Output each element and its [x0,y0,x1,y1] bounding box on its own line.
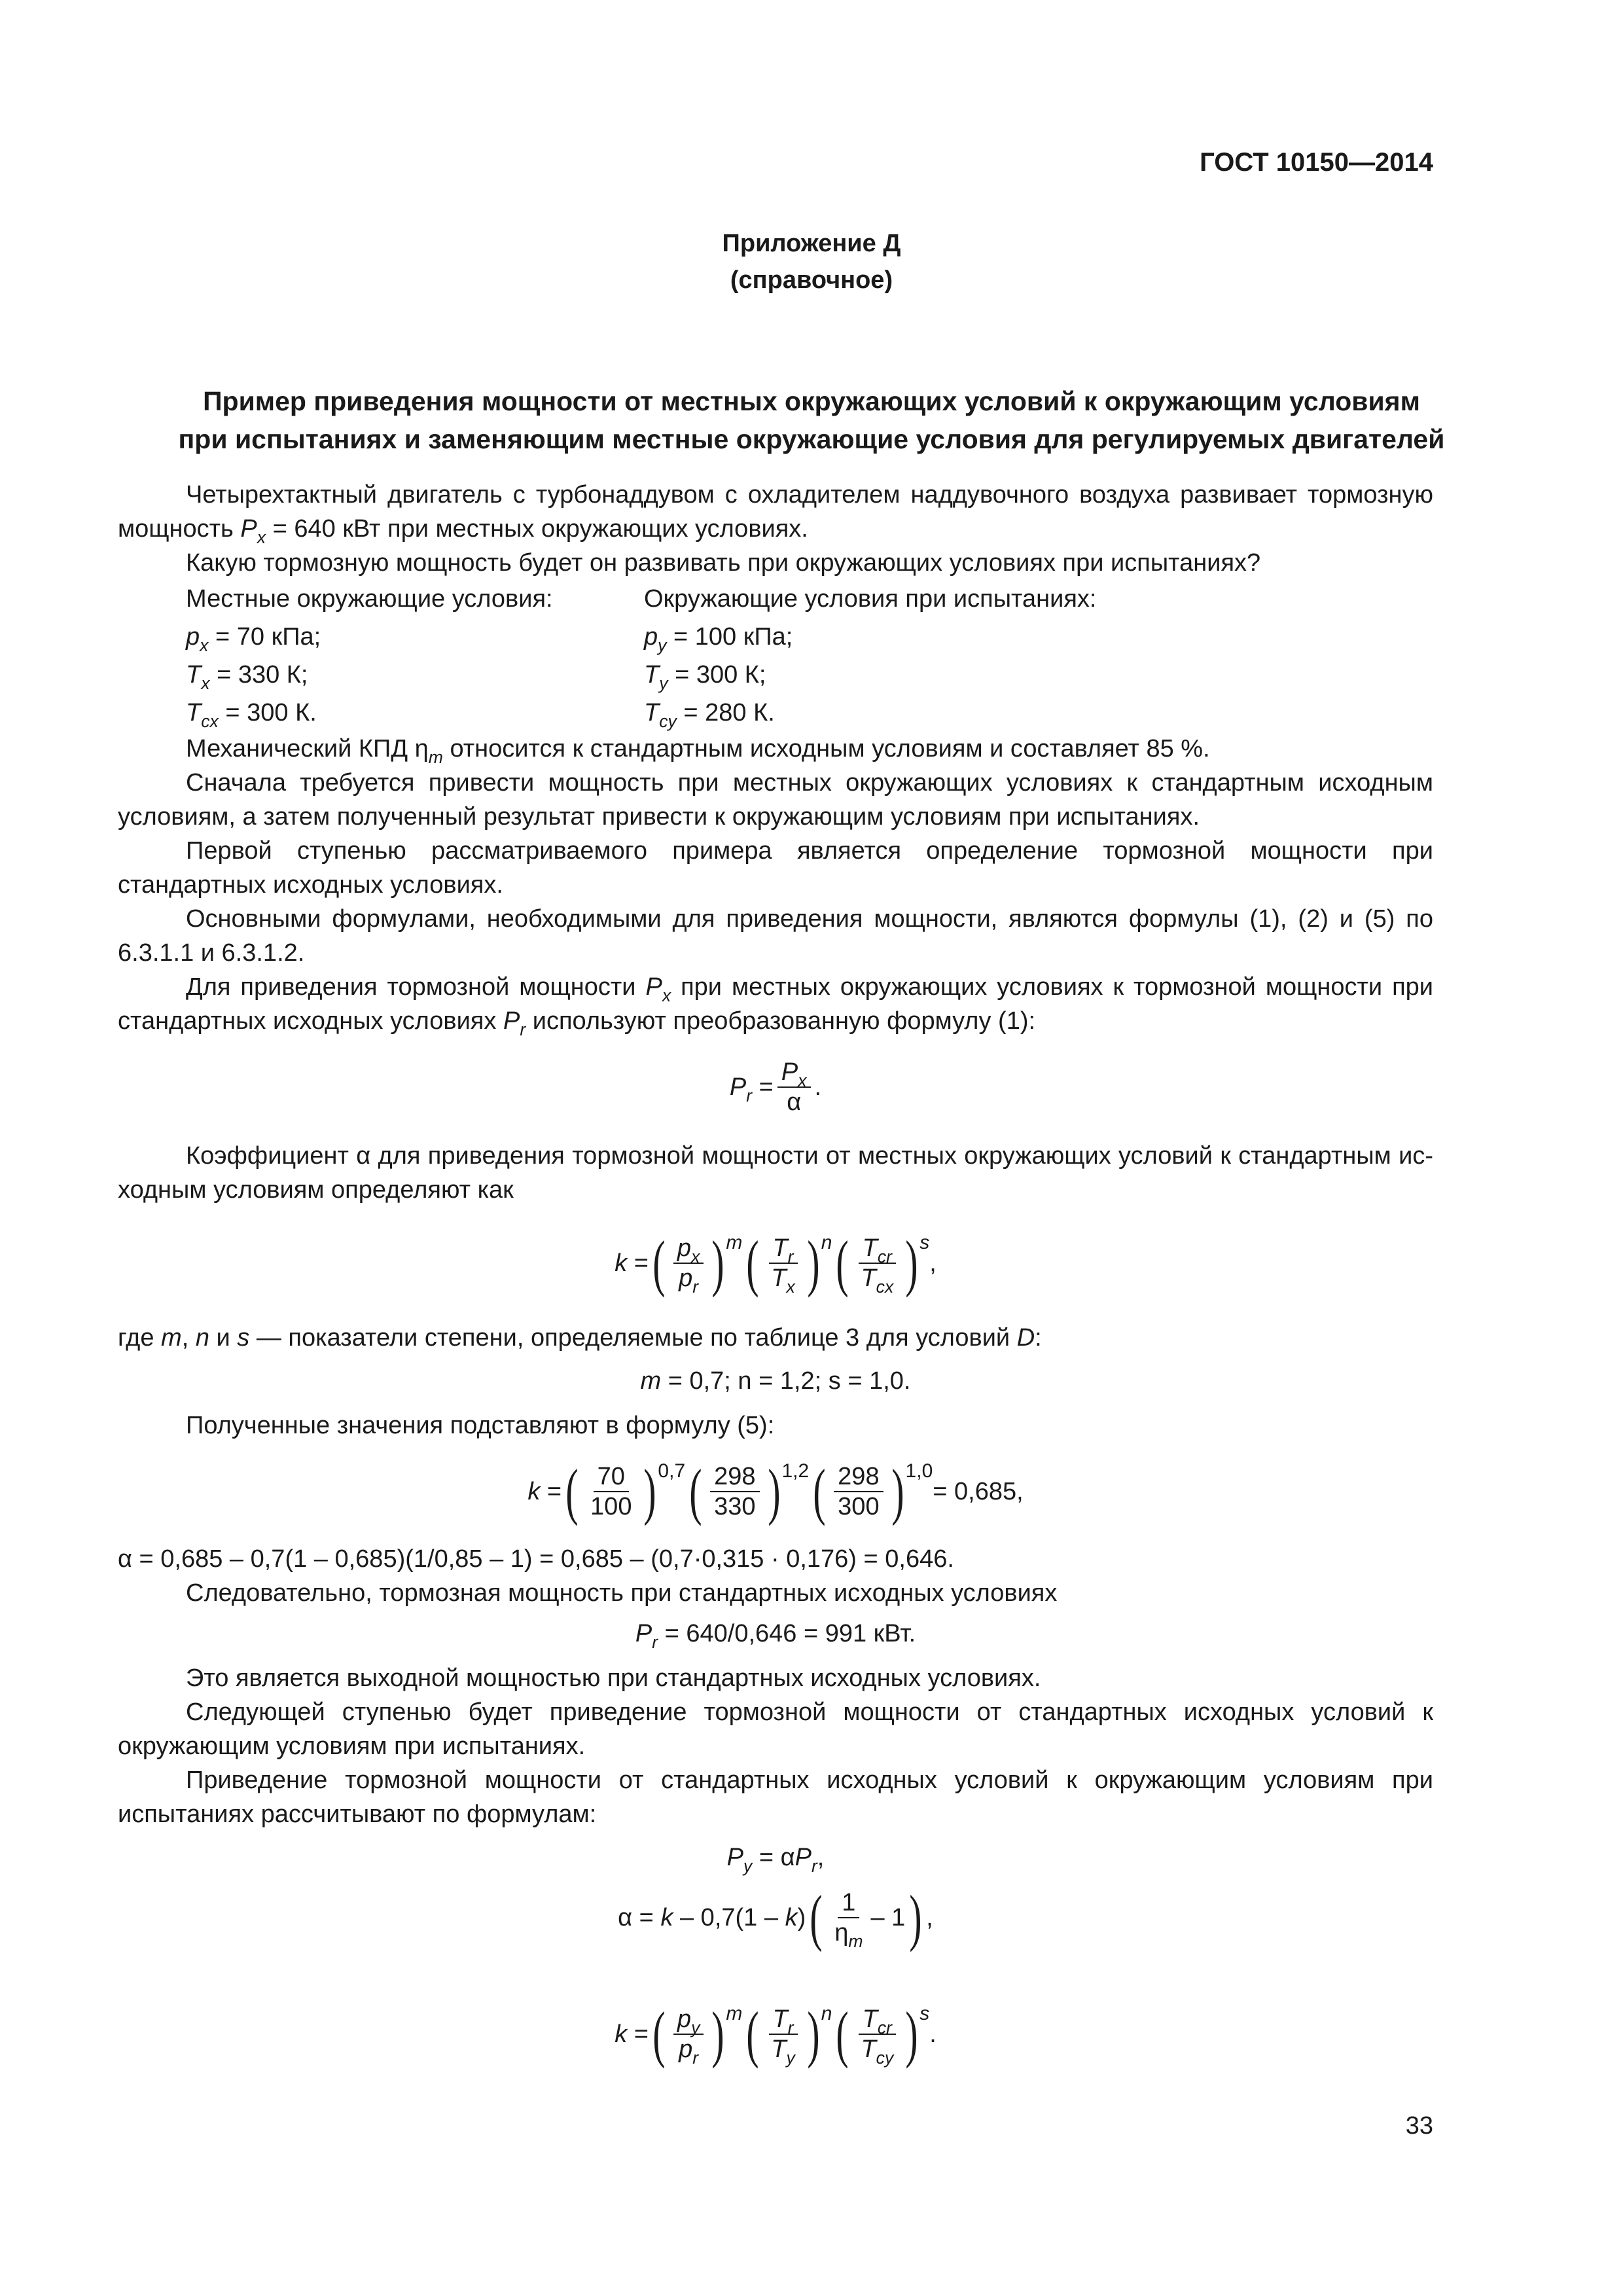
text-span: при местных окружающих условиях к тормозной мощности при стандартных исходных условиях [118,973,1434,1035]
formula-k-numeric: k = ( $\frac{70}{100}$ ) 0,7 ( $\frac{298}{330}$ ) 1,2 ( $\frac{298}{300}$ ) 1,0 = 0,685, [527,1456,1024,1526]
denominator: 100 [590,1493,632,1520]
tcy-value: $T_{cy} = 280$ К. [644,699,775,731]
text-span: используют преобразованную формулу (1): [526,1007,1036,1035]
text-span: : [1035,1324,1042,1352]
text-span: = 280 К. [676,699,775,726]
numerator: 298 [710,1462,759,1492]
numerator: 298 [834,1462,883,1492]
document-body [118,478,1433,2079]
exponent: 0,7 [658,1460,686,1482]
denominator: 300 [838,1493,880,1520]
title-line-2: при испытаниях и заменяющим местные окружающие условия для регулируемых двигателей [178,424,1445,454]
paragraph-efficiency: Механический КПД $\eta_m$ относится к стандартным исходным условиям и составляет 85 %. [186,735,1210,767]
tcx-value: $T_{cx} = 300$ К. [186,699,317,731]
tx-value: $T_x = 330$ К; [186,661,308,693]
standard-code: ГОСТ 10150—2014 [1200,148,1433,177]
text-span: относится к стандартным исходным условиям и составляет 85 %. [442,735,1210,762]
formula-k-x: k = ( $\frac{p_x}{p_r}$ ) m ( $\frac{T_r}{T_x}$ ) n ( $\frac{T_{cr}}{T_{cx}}$ ) s , [615,1228,936,1298]
exponent-values: m = 0,7; n = 1,2; s = 1,0. [640,1367,911,1395]
paragraph-next-step: Следующей ступенью будет приведение тормозной мощности от стандартных исходных условий к окружающим условиям при испытаниях. [118,1698,1433,1760]
test-conditions-heading: Окружающие условия при испытаниях: [644,585,1097,613]
text-span: = 640 кВт при местных окружающих условиях. [266,515,808,543]
text-span: Для приведения тормозной мощности [186,973,646,1001]
text-span: = 300 К. [218,699,317,726]
text-span: = 100 кПа; [666,623,793,651]
paragraph-therefore: Следовательно, тормозная мощность при стандартных исходных условиях [186,1579,1058,1607]
formula-alpha: α = k – 0,7(1 – k) ( $\frac{1}{\eta_m}$ – 1 ) , [618,1882,933,1952]
text-span: = 0,7; n = 1,2; s = 1,0. [661,1367,911,1395]
test-conditions [644,580,1433,732]
text-span: = 330 К; [209,661,308,689]
paragraph-formulas: Основными формулами, необходимыми для приведения мощности, являются формулы (1), (2) и (5) по 6.3.1.1 и 6.3.1.2. [118,905,1433,967]
local-conditions-heading: Местные окружающие условия: [186,585,553,613]
paragraph-alpha: Коэффициент α для приведения тормозной мощности от местных окружающих условий к стандартным исходным условиям определяют как [118,1142,1433,1204]
text-span: = 300 К; [668,661,766,689]
paragraph-output: Это является выходной мощностью при стандартных исходных условиях. [186,1664,1041,1692]
formula-py: $P_y = \alpha P_r$, [726,1844,825,1876]
paragraph-test-formulas: Приведение тормозной мощности от стандартных исходных условий к окружающим условиям при испытаниях рассчитывают по формулам: [118,1767,1433,1828]
local-conditions [118,580,644,732]
section-title [118,382,1505,458]
title-line-1: Пример приведения мощности от местных окружающих условий к окружающим условиям [203,386,1420,416]
exponent: 1,0 [905,1460,933,1482]
alpha-calculation: α = 0,685 – 0,7(1 – 0,685)(1/0,85 – 1) = 0,685 – (0,7·0,315 · 0,176) = 0,646. [118,1545,954,1573]
pr-calculation: $P_r = 640/0,646 = 991$ кВт. [635,1620,916,1652]
text-span: — показатели степени, определяемые по таблице 3 для условий [249,1324,1017,1352]
denominator: 330 [714,1493,756,1520]
paragraph-substitute: Полученные значения подставляют в формулу (5): [186,1412,775,1439]
formula-k-y: k = ( $\frac{p_y}{p_r}$ ) m ( $\frac{T_r}{T_y}$ ) n ( $\frac{T_{cr}}{T_{cy}}$ ) s . [615,1999,936,2069]
annex-heading [0,225,1623,298]
text-span: = 640/0,646 = 991 кВт. [658,1620,916,1647]
paragraph-first-step: Первой ступенью рассматриваемого примера является определение тормозной мощности при стандартных исходных условиях. [118,837,1433,899]
fraction: $\frac{P_x}{\alpha}$ [777,1058,811,1117]
px-value: $p_x = 70$ кПа; [186,623,321,655]
exponent: 1,2 [781,1460,810,1482]
paragraph-reduction: Для приведения тормозной мощности $P_x$ при местных окружающих условиях к тормозной мощности при стандартных исходных условиях $P_r$ используют преобразованную формулу (1): [118,973,1434,1039]
page-number: 33 [1405,2112,1433,2140]
ty-value: $T_y = 300$ К; [644,661,766,693]
paragraph-engine: Четырехтактный двигатель с турбонаддувом с охладителем наддувочного воздуха развивает тормозную мощность $P_x = 640$ кВт при местных окружающих условиях. [118,481,1433,547]
text-span: Четырехтактный двигатель с турбонаддувом с охладителем наддувочного воздуха развивает тормозную мощность [118,481,1433,543]
annex-type: (справочное) [730,266,893,294]
paragraph-question: Какую тормозную мощность будет он развивать при окружающих условиях при испытаниях? [186,549,1261,577]
py-value: $p_y = 100$ кПа; [644,623,793,655]
text-span: Механический КПД η [186,735,429,762]
paragraph-procedure: Сначала требуется привести мощность при местных окружающих условиях к стандартным исходным условиям, а затем полученный результат привести к окружающим условиям при испытаниях. [118,769,1433,831]
text-span: = 70 кПа; [208,623,321,651]
conditions-table [118,580,1433,732]
k-result: = 0,685, [933,1478,1024,1505]
numerator: 70 [594,1462,629,1492]
formula-pr: $P_r$ = $\frac{P_x}{\alpha}$ . [729,1058,822,1116]
text-span: где [118,1324,162,1352]
annex-title: Приложение Д [722,230,901,257]
paragraph-exponents: где m, n и s — показатели степени, определяемые по таблице 3 для условий D: [118,1324,1042,1352]
